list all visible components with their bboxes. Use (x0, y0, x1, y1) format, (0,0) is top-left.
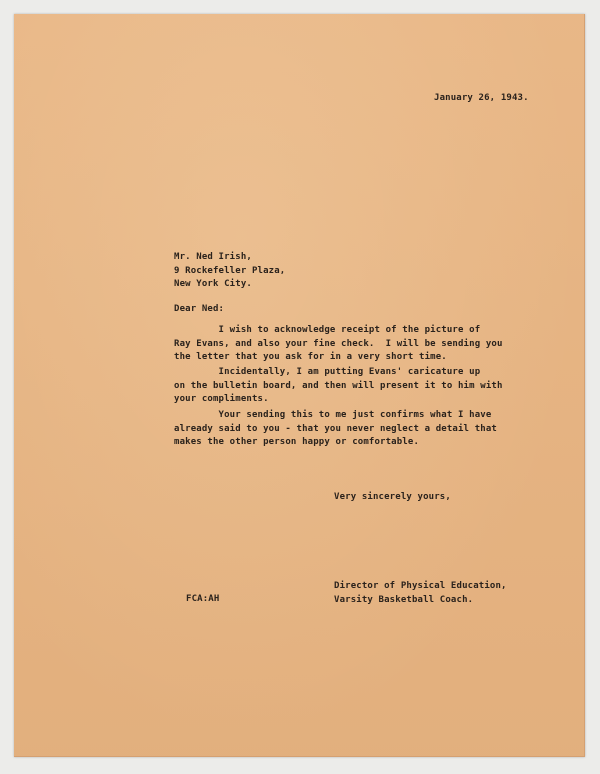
address-line-street: 9 Rockefeller Plaza, (174, 265, 286, 276)
paragraph-line: Your sending this to me just confirms what I have (174, 410, 492, 420)
paragraph-line: already said to you - that you never neglect a detail that (174, 423, 497, 434)
signature-block (334, 580, 507, 607)
paragraph-3 (174, 409, 497, 450)
paragraph-line: Incidentally, I am putting Evans' caricature up (174, 367, 481, 377)
letter-date: January 26, 1943. (434, 93, 529, 103)
signature-title-1: Director of Physical Education, (334, 581, 507, 591)
paragraph-2 (174, 366, 503, 407)
letter-page (14, 14, 585, 757)
paragraph-1 (174, 324, 503, 365)
signature-title-2: Varsity Basketball Coach. (334, 594, 474, 605)
paragraph-line: on the bulletin board, and then will present it to him with (174, 380, 503, 391)
paragraph-line: makes the other person happy or comfortable. (174, 437, 420, 447)
recipient-address (174, 251, 285, 292)
closing: Very sincerely yours, (334, 492, 451, 502)
salutation: Dear Ned: (174, 304, 225, 314)
paragraph-line: the letter that you ask for in a very short time. (174, 352, 447, 362)
address-line-city: New York City. (174, 279, 252, 289)
paragraph-line: I wish to acknowledge receipt of the picture of (174, 325, 481, 335)
address-line-name: Mr. Ned Irish, (174, 252, 252, 262)
paragraph-line: your compliments. (174, 394, 269, 404)
typist-initials: FCA:AH (186, 594, 220, 604)
paragraph-line: Ray Evans, and also your fine check. I will be sending you (174, 338, 503, 349)
